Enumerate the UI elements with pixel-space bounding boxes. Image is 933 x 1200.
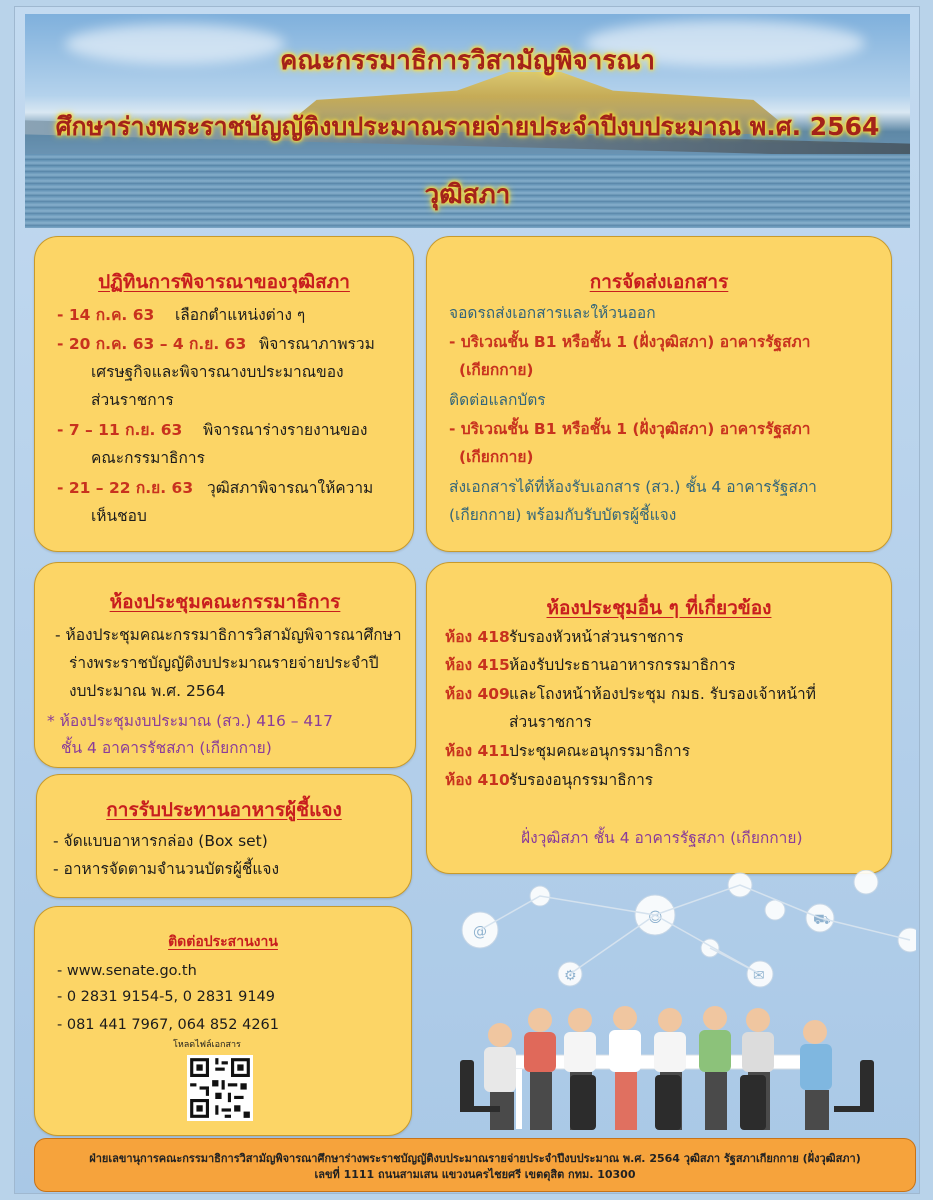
documents-line-6: (เกียกกาย)	[459, 448, 534, 466]
schedule-text-3: พิจารณาร่างรายงานของ	[203, 421, 368, 439]
schedule-card	[34, 236, 414, 552]
schedule-date-3: - 7 – 11 ก.ย. 63	[57, 421, 183, 439]
documents-title: การจัดส่งเอกสาร	[589, 271, 729, 293]
schedule-text-1: เลือกตำแหน่งต่าง ๆ	[175, 306, 306, 324]
documents-card	[426, 236, 892, 552]
room-desc-410: รับรองอนุกรรมาธิการ	[509, 771, 654, 789]
banner-title-line3: วุฒิสภา	[424, 180, 511, 210]
contact-phone-mobile: - 081 441 7967, 064 852 4261	[57, 1017, 280, 1033]
people-icon: ☺	[648, 910, 663, 926]
room-number-415: ห้อง 415	[445, 656, 510, 674]
at-sign-icon: @	[473, 924, 487, 940]
room-desc-418: รับรองหัวหน้าส่วนราชการ	[509, 628, 684, 646]
room-number-418: ห้อง 418	[445, 628, 510, 646]
room-number-410: ห้อง 410	[445, 771, 510, 789]
cart-icon: ⛟	[813, 912, 831, 928]
schedule-date-4: - 21 – 22 ก.ย. 63	[57, 479, 194, 497]
qr-label: โหลดไฟล์เอกสาร	[173, 1040, 241, 1050]
other-rooms-card	[426, 562, 892, 874]
committee-room-line-2: ร่างพระราชบัญญัติงบประมาณรายจ่ายประจำปี	[69, 654, 379, 672]
committee-room-title: ห้องประชุมคณะกรรมาธิการ	[109, 591, 341, 613]
contact-website: - www.senate.go.th	[57, 963, 197, 979]
meeting-illustration	[420, 870, 916, 1135]
room-desc-415: ห้องรับประธานอาหารกรรมาธิการ	[509, 656, 736, 674]
documents-line-1: จอดรถส่งเอกสารและให้วนออก	[449, 304, 656, 322]
meals-title: การรับประทานอาหารผู้ชี้แจง	[106, 799, 342, 821]
documents-line-7: ส่งเอกสารได้ที่ห้องรับเอกสาร (สว.) ชั้น 4 อาคารรัฐสภา	[449, 478, 817, 496]
documents-line-2: - บริเวณชั้น B1 หรือชั้น 1 (ฝั่งวุฒิสภา) อาคารรัฐสภา	[449, 333, 811, 351]
committee-room-note-1: * ห้องประชุมงบประมาณ (สว.) 416 – 417	[47, 712, 334, 730]
meals-line-1: - จัดแบบอาหารกล่อง (Box set)	[53, 832, 268, 850]
schedule-date-2: - 20 ก.ค. 63 – 4 ก.ย. 63	[57, 335, 247, 353]
room-desc-409-cont: ส่วนราชการ	[509, 713, 592, 731]
footer-bar	[34, 1138, 916, 1192]
committee-room-line-1: - ห้องประชุมคณะกรรมาธิการวิสามัญพิจารณาศึกษา	[55, 626, 402, 644]
documents-line-4: ติดต่อแลกบัตร	[449, 391, 546, 409]
committee-room-note-2: ชั้น 4 อาคารรัชสภา (เกียกกาย)	[61, 739, 272, 757]
contact-title: ติดต่อประสานงาน	[168, 934, 278, 950]
schedule-text-3-cont1: คณะกรรมาธิการ	[91, 449, 205, 467]
schedule-date-1: - 14 ก.ค. 63	[57, 306, 155, 324]
footer-line-1: ฝ่ายเลขานุการคณะกรรมาธิการวิสามัญพิจารณาศึกษาร่างพระราชบัญญัติงบประมาณรายจ่ายประจำปีงบประมาณ พ.ศ. 2564 วุฒิสภา รัฐสภาเกียกกาย (ฝั่งวุฒิสภา)	[89, 1152, 861, 1165]
other-rooms-title: ห้องประชุมอื่น ๆ ที่เกี่ยวข้อง	[546, 597, 772, 619]
banner-title-line1: คณะกรรมาธิการวิสามัญพิจารณา	[279, 46, 656, 76]
contact-phone-office: - 0 2831 9154-5, 0 2831 9149	[57, 989, 276, 1005]
schedule-text-2: พิจารณาภาพรวม	[259, 335, 375, 353]
room-desc-409: และโถงหน้าห้องประชุม กมธ. รับรองเจ้าหน้าที่	[509, 685, 816, 703]
committee-room-line-3: งบประมาณ พ.ศ. 2564	[69, 682, 226, 700]
qr-code-icon[interactable]	[187, 1055, 253, 1121]
schedule-text-2-cont1: เศรษฐกิจและพิจารณางบประมาณของ	[91, 363, 344, 381]
mail-icon: ✉	[753, 968, 765, 984]
banner-title-line2: ศึกษาร่างพระราชบัญญัติงบประมาณรายจ่ายประจำปีงบประมาณ พ.ศ. 2564	[55, 112, 880, 141]
schedule-text-4: วุฒิสภาพิจารณาให้ความ	[207, 479, 374, 497]
committee-room-card	[34, 562, 416, 768]
other-rooms-location: ฝั่งวุฒิสภา ชั้น 4 อาคารรัฐสภา (เกียกกาย)	[521, 829, 803, 847]
header-banner	[25, 14, 910, 228]
schedule-text-2-cont2: ส่วนราชการ	[91, 391, 174, 409]
documents-line-8: (เกียกกาย) พร้อมกับรับบัตรผู้ชี้แจง	[449, 506, 677, 524]
contact-card	[34, 906, 412, 1136]
schedule-title: ปฏิทินการพิจารณาของวุฒิสภา	[98, 271, 350, 293]
room-number-411: ห้อง 411	[445, 742, 510, 760]
meals-line-2: - อาหารจัดตามจำนวนบัตรผู้ชี้แจง	[53, 860, 280, 878]
social-icons	[462, 870, 916, 987]
gear-icon: ⚙	[564, 968, 577, 984]
room-desc-411: ประชุมคณะอนุกรรมาธิการ	[509, 742, 691, 760]
footer-line-2: เลขที่ 1111 ถนนสามเสน แขวงนครไชยศรี เขตดุสิต กทม. 10300	[314, 1168, 636, 1181]
room-number-409: ห้อง 409	[445, 685, 510, 703]
meals-card	[36, 774, 412, 898]
schedule-text-4-cont1: เห็นชอบ	[91, 507, 147, 525]
documents-line-3: (เกียกกาย)	[459, 361, 534, 379]
documents-line-5: - บริเวณชั้น B1 หรือชั้น 1 (ฝั่งวุฒิสภา) อาคารรัฐสภา	[449, 420, 811, 438]
